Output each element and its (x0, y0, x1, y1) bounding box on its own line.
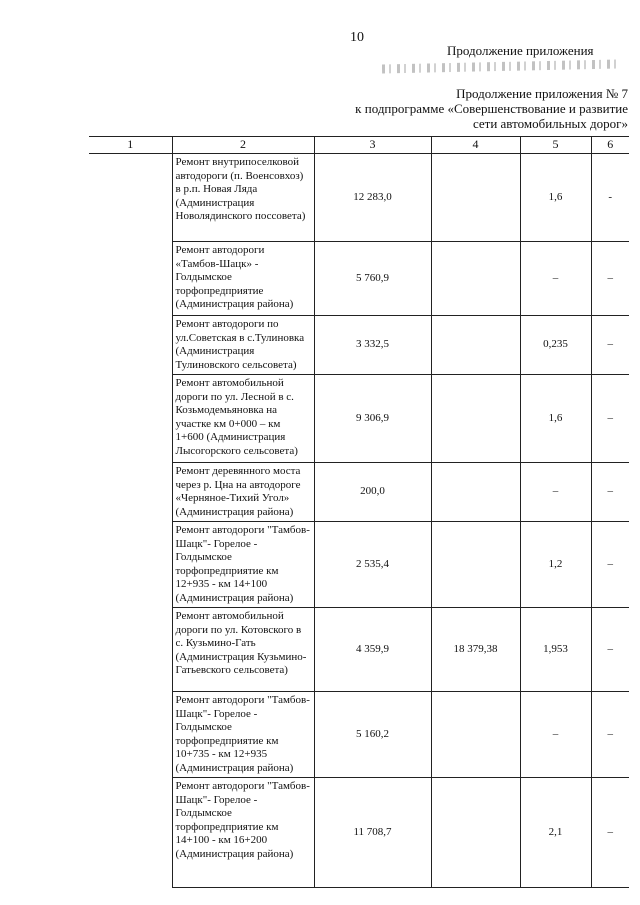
length-cell: 1,2 (520, 522, 591, 608)
length-cell: 1,953 (520, 608, 591, 692)
repair-description: Ремонт автомобильной дороги по ул. Котовского в с. Кузьмино-Гать (Администрация Кузьмино-Гатьевского сельсовета) (172, 608, 314, 692)
appendix-header-line2: к подпрограмме «Совершенствование и развитие (355, 101, 628, 116)
total-cell (431, 154, 520, 242)
amount-cell: 9 306,9 (314, 375, 431, 463)
column-header-5: 5 (520, 137, 591, 154)
continuation-label: Продолжение приложения (447, 43, 594, 58)
column-header-1: 1 (89, 137, 172, 154)
column-6-cell: – (591, 463, 629, 522)
column-6-cell: - (591, 154, 629, 242)
repair-description: Ремонт автодороги "Тамбов-Шацк"- Горелое - Голдымское торфопредприятие км 14+100 - км 16+200 (Администрация района) (172, 778, 314, 888)
page-number: 10 (350, 30, 364, 45)
repair-description: Ремонт автодороги по ул.Советская в с.Тулиновка (Администрация Тулиновского сельсовета) (172, 316, 314, 375)
repair-description: Ремонт автодороги «Тамбов-Шацк» - Голдымское торфопредприятие (Администрация района) (172, 242, 314, 316)
amount-cell: 2 535,4 (314, 522, 431, 608)
repair-description: Ремонт автомобильной дороги по ул. Лесной в с. Козьмодемьяновка на участке км 0+000 – км 1+600 (Администрация Лысогорского сельсовета) (172, 375, 314, 463)
length-cell: – (520, 692, 591, 778)
total-cell: 18 379,38 (431, 608, 520, 692)
total-cell (431, 242, 520, 316)
faded-scan-text (382, 60, 617, 74)
length-cell: 0,235 (520, 316, 591, 375)
total-cell (431, 778, 520, 888)
column-6-cell: – (591, 778, 629, 888)
repair-description: Ремонт внутрипоселковой автодороги (п. Военсовхоз) в р.п. Новая Ляда (Администрация Новолядинского поссовета) (172, 154, 314, 242)
column-header-3: 3 (314, 137, 431, 154)
repair-description: Ремонт автодороги "Тамбов-Шацк"- Горелое - Голдымское торфопредприятие км 10+735 - км 12+935 (Администрация района) (172, 692, 314, 778)
column-6-cell: – (591, 692, 629, 778)
repair-description: Ремонт автодороги "Тамбов-Шацк"- Горелое - Голдымское торфопредприятие км 12+935 - км 14+100 (Администрация района) (172, 522, 314, 608)
table-row (89, 154, 629, 242)
column-header-6: 6 (591, 137, 629, 154)
length-cell: 1,6 (520, 375, 591, 463)
column-6-cell: – (591, 375, 629, 463)
length-cell: 1,6 (520, 154, 591, 242)
total-cell (431, 375, 520, 463)
amount-cell: 4 359,9 (314, 608, 431, 692)
amount-cell: 12 283,0 (314, 154, 431, 242)
column-number-row (89, 137, 629, 154)
column-header-2: 2 (172, 137, 314, 154)
appendix-header-line3: сети автомобильных дорог» (472, 116, 628, 131)
total-cell (431, 692, 520, 778)
amount-cell: 5 760,9 (314, 242, 431, 316)
repair-description: Ремонт деревянного моста через р. Цна на автодороге «Черняное-Тихий Угол» (Администрация района) (172, 463, 314, 522)
total-cell (431, 522, 520, 608)
column-6-cell: – (591, 242, 629, 316)
total-cell (431, 316, 520, 375)
length-cell: – (520, 463, 591, 522)
column-6-cell: – (591, 316, 629, 375)
amount-cell: 5 160,2 (314, 692, 431, 778)
road-repair-table (89, 136, 629, 888)
column-header-4: 4 (431, 137, 520, 154)
length-cell: – (520, 242, 591, 316)
amount-cell: 200,0 (314, 463, 431, 522)
column-6-cell: – (591, 522, 629, 608)
column-6-cell: – (591, 608, 629, 692)
appendix-header (355, 86, 628, 131)
length-cell: 2,1 (520, 778, 591, 888)
blank-column-1-cell (89, 154, 172, 888)
amount-cell: 11 708,7 (314, 778, 431, 888)
appendix-header-line1: Продолжение приложения № 7 (456, 86, 628, 101)
total-cell (431, 463, 520, 522)
amount-cell: 3 332,5 (314, 316, 431, 375)
